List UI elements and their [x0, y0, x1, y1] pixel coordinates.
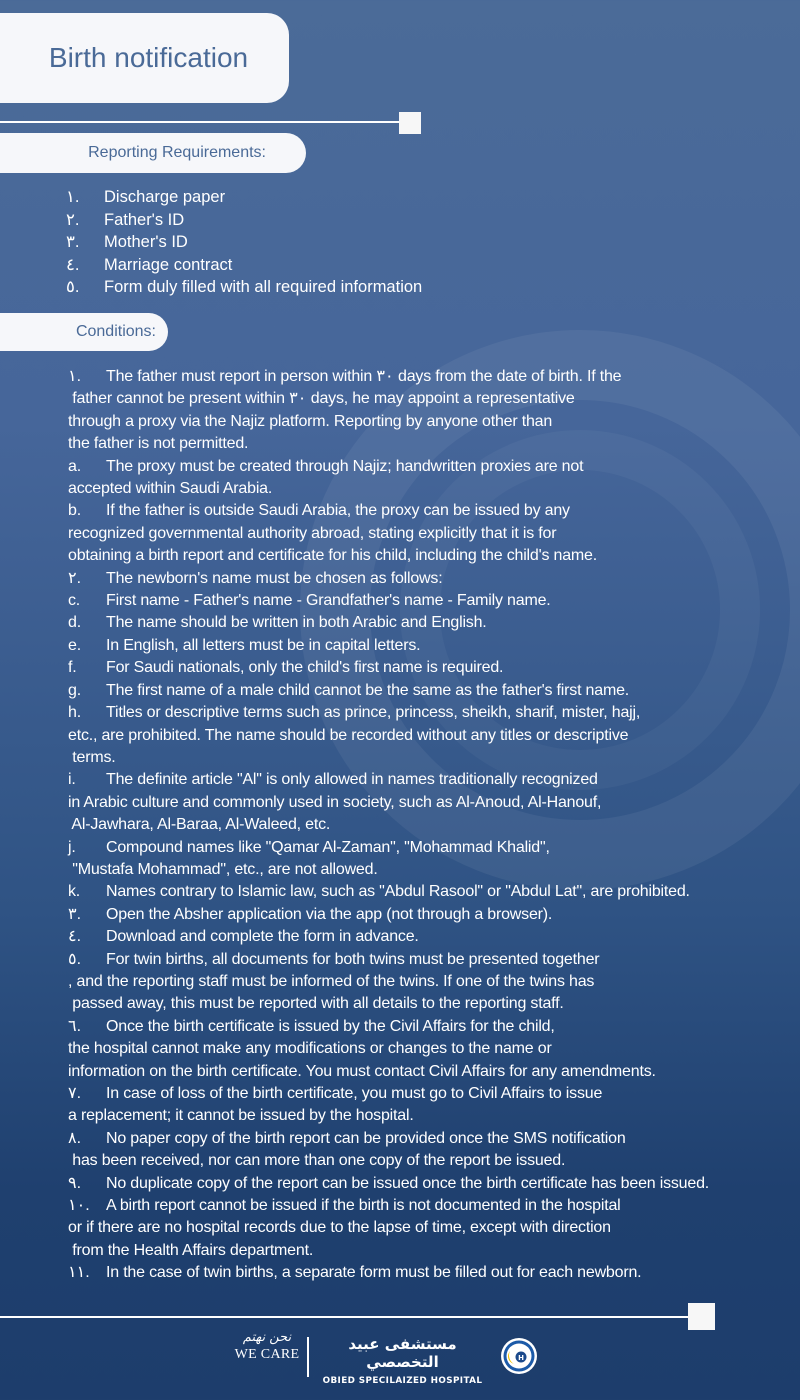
- hospital-name-arabic: مستشفى عبيد التخصصي: [348, 1335, 457, 1371]
- condition-text: obtaining a birth report and certificate for his child, including the child's name.: [68, 547, 597, 565]
- condition-number: k.: [68, 883, 81, 901]
- condition-text: Al-Jawhara, Al-Baraa, Al-Waleed, etc.: [68, 816, 331, 834]
- condition-line: [68, 1195, 798, 1217]
- condition-text: from the Health Affairs department.: [68, 1241, 314, 1259]
- requirement-number: ٢.: [66, 210, 80, 229]
- section-title-requirements: Reporting Requirements:: [88, 144, 266, 161]
- hospital-name-english: OBIED SPECILAIZED HOSPITAL: [322, 1376, 483, 1386]
- condition-number: ٩.: [68, 1174, 82, 1192]
- hospital-name: [315, 1335, 490, 1386]
- condition-text: Names contrary to Islamic law, such as "Abdul Rasool" or "Abdul Lat", are prohibited.: [106, 883, 690, 901]
- header-divider-square: [399, 112, 421, 134]
- condition-line: [68, 1217, 798, 1239]
- condition-line: [68, 366, 798, 388]
- condition-number: c.: [68, 592, 81, 610]
- requirement-item: [66, 186, 422, 209]
- condition-number: a.: [68, 457, 81, 475]
- condition-text: has been received, nor can more than one copy of the report be issued.: [68, 1152, 566, 1170]
- condition-line: [68, 545, 798, 567]
- condition-text: In case of loss of the birth certificate, you must go to Civil Affairs to issue: [106, 1085, 603, 1102]
- condition-line: [68, 568, 798, 590]
- conditions-list: [68, 366, 798, 1285]
- condition-number: ٤.: [68, 928, 82, 946]
- condition-line: [68, 478, 798, 500]
- condition-text: Titles or descriptive terms such as prince, princess, sheikh, sharif, mister, hajj,: [106, 704, 641, 722]
- condition-number: ٢.: [68, 569, 82, 587]
- condition-text: passed away, this must be reported with all details to the reporting staff.: [68, 995, 564, 1013]
- condition-line: [68, 926, 798, 948]
- condition-text: Once the birth certificate is issued by the Civil Affairs for the child,: [106, 1017, 555, 1035]
- condition-text: For twin births, all documents for both twins must be presented together: [106, 950, 600, 968]
- requirement-number: ٣.: [66, 233, 80, 252]
- condition-text: For Saudi nationals, only the child's first name is required.: [106, 659, 504, 677]
- condition-text: The first name of a male child cannot be the same as the father's first name.: [106, 681, 630, 699]
- condition-line: [68, 388, 798, 410]
- requirement-item: [66, 231, 422, 254]
- hospital-logo-icon: [500, 1337, 538, 1375]
- condition-number: j.: [68, 838, 76, 856]
- requirement-number: ٤.: [66, 255, 80, 274]
- requirement-number: ٥.: [66, 278, 80, 297]
- slogan-arabic: نحن نهتم: [242, 1330, 292, 1345]
- condition-text: No duplicate copy of the report can be issued once the birth certificate has been issued.: [106, 1174, 710, 1192]
- condition-text: The newborn's name must be chosen as follows:: [106, 569, 443, 587]
- condition-text: Open the Absher application via the app (not through a browser).: [106, 905, 553, 923]
- condition-text: in Arabic culture and commonly used in society, such as Al-Anoud, Al-Hanouf,: [68, 793, 602, 811]
- condition-number: b.: [68, 502, 81, 520]
- condition-text: In English, all letters must be in capital letters.: [106, 636, 421, 654]
- condition-text: The definite article "Al" is only allowed in names traditionally recognized: [106, 771, 598, 789]
- condition-number: h.: [68, 704, 81, 722]
- condition-line: [68, 859, 798, 881]
- condition-text: etc., are prohibited. The name should be recorded without any titles or descriptive: [68, 726, 629, 744]
- condition-line: [68, 814, 798, 836]
- condition-line: [68, 993, 798, 1015]
- condition-number: e.: [68, 636, 81, 654]
- section-conditions: [0, 313, 168, 351]
- condition-number: d.: [68, 614, 81, 632]
- condition-number: ١٠.: [68, 1197, 90, 1215]
- condition-text: No paper copy of the birth report can be provided once the SMS notification: [106, 1129, 626, 1147]
- requirement-item: [66, 254, 422, 277]
- condition-text: a replacement; it cannot be issued by the hospital.: [68, 1107, 414, 1125]
- condition-text: "Mustafa Mohammad", etc., are not allowed.: [68, 860, 378, 878]
- requirement-text: Form duly filled with all required information: [104, 278, 423, 297]
- condition-text: The name should be written in both Arabic and English.: [106, 614, 487, 632]
- condition-line: [68, 702, 798, 724]
- condition-line: [68, 837, 798, 859]
- condition-line: [68, 1083, 798, 1105]
- footer-divider: [0, 1316, 690, 1318]
- condition-number: ١.: [68, 368, 82, 385]
- slogan-english: WE CARE: [234, 1347, 300, 1362]
- condition-line: [68, 881, 798, 903]
- condition-line: [68, 1061, 798, 1083]
- requirement-text: Mother's ID: [104, 233, 188, 252]
- page-title: Birth notification: [48, 42, 249, 73]
- condition-line: [68, 904, 798, 926]
- condition-text: If the father is outside Saudi Arabia, the proxy can be issued by any: [106, 502, 570, 520]
- condition-number: ٦.: [68, 1017, 82, 1035]
- condition-text: accepted within Saudi Arabia.: [68, 480, 273, 498]
- condition-text: or if there are no hospital records due to the lapse of time, except with direction: [68, 1219, 611, 1237]
- condition-line: [68, 1262, 798, 1284]
- condition-line: [68, 1105, 798, 1127]
- condition-text: terms.: [68, 748, 116, 766]
- condition-line: [68, 1240, 798, 1262]
- condition-text: information on the birth certificate. You must contact Civil Affairs for any amendments.: [68, 1062, 656, 1080]
- condition-line: [68, 949, 798, 971]
- condition-line: [68, 747, 798, 769]
- condition-line: [68, 1038, 798, 1060]
- condition-line: [68, 433, 798, 455]
- condition-text: the hospital cannot make any modifications or changes to the name or: [68, 1040, 552, 1058]
- section-title-conditions: Conditions:: [75, 323, 156, 340]
- requirement-number: ١.: [66, 188, 80, 206]
- condition-number: ٧.: [68, 1085, 82, 1102]
- condition-number: ٣.: [68, 905, 82, 923]
- condition-line: [68, 523, 798, 545]
- condition-line: [68, 500, 798, 522]
- condition-line: [68, 657, 798, 679]
- slogan: [232, 1330, 302, 1363]
- svg-text:H: H: [518, 1354, 524, 1362]
- condition-line: [68, 1173, 798, 1195]
- condition-text: The proxy must be created through Najiz; handwritten proxies are not: [106, 457, 584, 475]
- requirement-text: Marriage contract: [104, 255, 233, 274]
- condition-text: the father is not permitted.: [68, 435, 249, 453]
- header-divider: [0, 121, 400, 123]
- condition-text: father cannot be present within ٣٠ days, he may appoint a representative: [68, 390, 575, 408]
- condition-line: [68, 1016, 798, 1038]
- condition-number: ١١.: [68, 1264, 90, 1282]
- footer-divider-square: [688, 1303, 715, 1330]
- requirement-item: [66, 209, 422, 232]
- condition-text: Download and complete the form in advance.: [106, 928, 419, 946]
- requirement-text: Discharge paper: [104, 188, 226, 206]
- title-banner: [0, 13, 289, 103]
- requirement-item: [66, 276, 422, 299]
- condition-line: [68, 971, 798, 993]
- requirements-list: [66, 186, 422, 299]
- condition-number: ٥.: [68, 950, 82, 968]
- condition-line: [68, 680, 798, 702]
- condition-line: [68, 612, 798, 634]
- condition-line: [68, 411, 798, 433]
- condition-text: A birth report cannot be issued if the birth is not documented in the hospital: [106, 1197, 621, 1215]
- condition-line: [68, 1128, 798, 1150]
- condition-line: [68, 769, 798, 791]
- requirement-text: Father's ID: [104, 210, 185, 229]
- condition-number: ٨.: [68, 1129, 82, 1147]
- condition-line: [68, 635, 798, 657]
- condition-text: through a proxy via the Najiz platform. Reporting by anyone other than: [68, 412, 553, 430]
- condition-text: In the case of twin births, a separate form must be filled out for each newborn.: [106, 1264, 642, 1282]
- condition-text: Compound names like "Qamar Al-Zaman", "Mohammad Khalid",: [106, 838, 550, 856]
- footer-separator: [307, 1337, 309, 1377]
- condition-number: f.: [68, 659, 77, 677]
- section-reporting-requirements: [0, 133, 306, 173]
- condition-text: recognized governmental authority abroad, stating explicitly that it is for: [68, 524, 557, 542]
- condition-number: g.: [68, 681, 81, 699]
- condition-text: First name - Father's name - Grandfather's name - Family name.: [106, 592, 551, 610]
- condition-line: [68, 590, 798, 612]
- condition-line: [68, 456, 798, 478]
- condition-text: , and the reporting staff must be informed of the twins. If one of the twins has: [68, 972, 595, 990]
- condition-line: [68, 725, 798, 747]
- condition-line: [68, 792, 798, 814]
- condition-line: [68, 1150, 798, 1172]
- condition-text: The father must report in person within ٣٠ days from the date of birth. If the: [106, 368, 622, 385]
- condition-number: i.: [68, 771, 76, 789]
